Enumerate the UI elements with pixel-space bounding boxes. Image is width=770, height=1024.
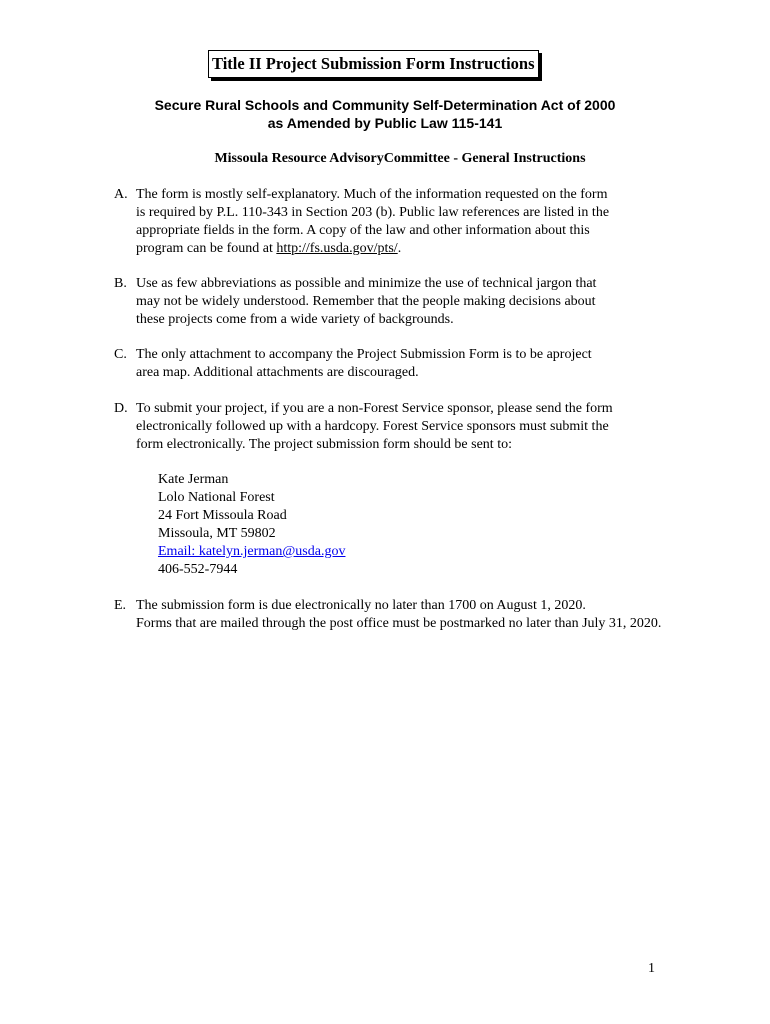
- contact-address: [158, 471, 345, 579]
- item-text-line: electronically followed up with a hardcopy. Forest Service sponsors must submit the: [136, 419, 609, 434]
- item-text-line: is required by P.L. 110-343 in Section 203 (b). Public law references are listed in the: [136, 205, 610, 220]
- contact-city: Missoula, MT 59802: [158, 526, 276, 541]
- page-number: 1: [648, 961, 655, 976]
- item-text-line: area map. Additional attachments are discouraged.: [136, 365, 419, 380]
- item-text-line: appropriate fields in the form. A copy of the law and other information about this: [136, 223, 590, 238]
- instruction-item-a: [114, 186, 734, 258]
- act-title-line-1: Secure Rural Schools and Community Self-Determination Act of 2000: [154, 97, 616, 113]
- item-text-line: form electronically. The project submission form should be sent to:: [136, 437, 512, 452]
- item-text-line: The only attachment to accompany the Project Submission Form is to be aproject: [136, 347, 592, 362]
- item-text-suffix: .: [397, 241, 402, 256]
- instruction-item-d: [114, 400, 734, 454]
- item-text-line: Use as few abbreviations as possible and minimize the use of technical jargon that: [136, 276, 597, 291]
- instruction-item-e: [114, 597, 734, 633]
- item-text-line: [136, 240, 734, 258]
- committee-heading: Missoula Resource AdvisoryCommittee - General Instructions: [214, 151, 586, 166]
- item-letter: C.: [114, 347, 127, 362]
- instruction-item-b: [114, 275, 734, 329]
- item-letter: E.: [114, 598, 127, 613]
- item-text-prefix: program can be found at: [136, 241, 277, 256]
- contact-organization: Lolo National Forest: [158, 490, 275, 505]
- item-letter: B.: [114, 276, 127, 291]
- contact-name: Kate Jerman: [158, 472, 229, 487]
- item-letter: A.: [114, 187, 128, 202]
- item-text-line: To submit your project, if you are a non-Forest Service sponsor, please send the form: [136, 401, 613, 416]
- contact-phone: 406-552-7944: [158, 562, 238, 577]
- act-title-line-2: as Amended by Public Law 115-141: [267, 115, 503, 131]
- document-title: Title II Project Submission Form Instructions: [208, 50, 539, 78]
- contact-street: 24 Fort Missoula Road: [158, 508, 287, 523]
- item-text-line: The form is mostly self-explanatory. Much of the information requested on the form: [136, 187, 608, 202]
- item-letter: D.: [114, 401, 128, 416]
- contact-email-link[interactable]: Email: katelyn.jerman@usda.gov: [158, 544, 346, 559]
- instruction-item-c: [114, 346, 734, 382]
- item-text-line: The submission form is due electronically no later than 1700 on August 1, 2020.: [136, 598, 586, 613]
- item-text-line: these projects come from a wide variety of backgrounds.: [136, 312, 454, 327]
- pts-website-link[interactable]: http://fs.usda.gov/pts/: [276, 241, 398, 256]
- item-text-line: may not be widely understood. Remember that the people making decisions about: [136, 294, 596, 309]
- item-text-line: Forms that are mailed through the post office must be postmarked no later than July 31, 2020.: [136, 616, 662, 631]
